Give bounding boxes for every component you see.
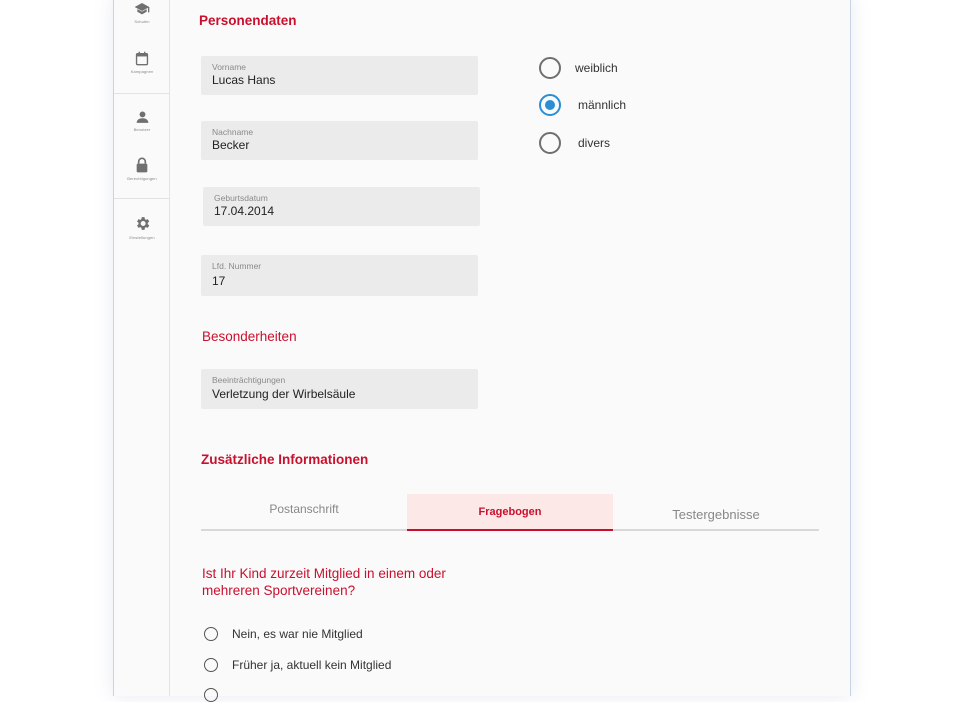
field-value: 17	[212, 274, 226, 288]
rail-divider	[114, 93, 170, 94]
rail-item-permissions[interactable]	[114, 157, 170, 181]
last-name-field[interactable]	[201, 121, 478, 160]
impairments-field[interactable]	[201, 369, 478, 409]
section-title-personal: Personendaten	[199, 13, 297, 28]
answer-radio-partial[interactable]	[204, 688, 218, 702]
field-label: Nachname	[212, 127, 254, 137]
gender-label-male: männlich	[578, 98, 627, 112]
section-title-special: Besonderheiten	[202, 329, 297, 344]
gender-radio-female[interactable]	[539, 57, 561, 79]
rail-item-settings[interactable]	[114, 215, 170, 240]
school-icon	[134, 2, 150, 16]
question-sports-club: Ist Ihr Kind zurzeit Mitglied in einem oder mehreren Sportvereinen?	[202, 566, 446, 598]
field-value: 17.04.2014	[214, 204, 275, 218]
field-value: Becker	[212, 138, 250, 152]
rail-item-label: Berechtigungen	[127, 176, 157, 181]
birthdate-field[interactable]	[203, 187, 480, 226]
answer-label-never: Nein, es war nie Mitglied	[232, 627, 363, 641]
person-icon	[136, 110, 149, 124]
calendar-icon	[135, 51, 149, 66]
gender-label-diverse: divers	[578, 136, 611, 150]
tab-postal-address[interactable]: Postanschrift	[269, 502, 339, 516]
answer-radio-formerly[interactable]	[204, 658, 218, 672]
rail-item-label: Einstellungen	[129, 235, 155, 240]
number-field[interactable]	[201, 255, 478, 296]
rail-item-label: Schulen	[134, 19, 150, 24]
rail-divider	[114, 198, 170, 199]
rail-item-schools[interactable]	[114, 2, 170, 24]
field-value: Lucas Hans	[212, 73, 276, 87]
field-label: Geburtsdatum	[214, 193, 268, 203]
lock-icon	[136, 157, 148, 173]
rail-item-users[interactable]	[114, 110, 170, 132]
info-tabs	[201, 494, 819, 531]
gender-label-female: weiblich	[575, 61, 618, 75]
rail-item-campaigns[interactable]	[114, 51, 170, 74]
gender-radio-diverse[interactable]	[539, 132, 561, 154]
answer-radio-never[interactable]	[204, 627, 218, 641]
field-value: Verletzung der Wirbelsäule	[212, 387, 356, 401]
field-label: Vorname	[212, 62, 247, 72]
section-title-additional: Zusätzliche Informationen	[201, 452, 369, 467]
rail-item-label: Benutzer	[133, 127, 151, 132]
gender-radio-male[interactable]	[539, 94, 561, 116]
field-label: Beeinträchtigungen	[212, 375, 286, 385]
field-label: Lfd. Nummer	[212, 261, 262, 271]
navigation-rail	[114, 0, 170, 696]
rail-item-label: Kampagnen	[130, 69, 154, 74]
first-name-field[interactable]	[201, 56, 478, 95]
tab-questionnaire[interactable]: Fragebogen	[407, 494, 613, 531]
answer-label-formerly: Früher ja, aktuell kein Mitglied	[232, 658, 392, 672]
gear-icon	[134, 215, 151, 232]
tab-test-results[interactable]: Testergebnisse	[672, 507, 760, 522]
